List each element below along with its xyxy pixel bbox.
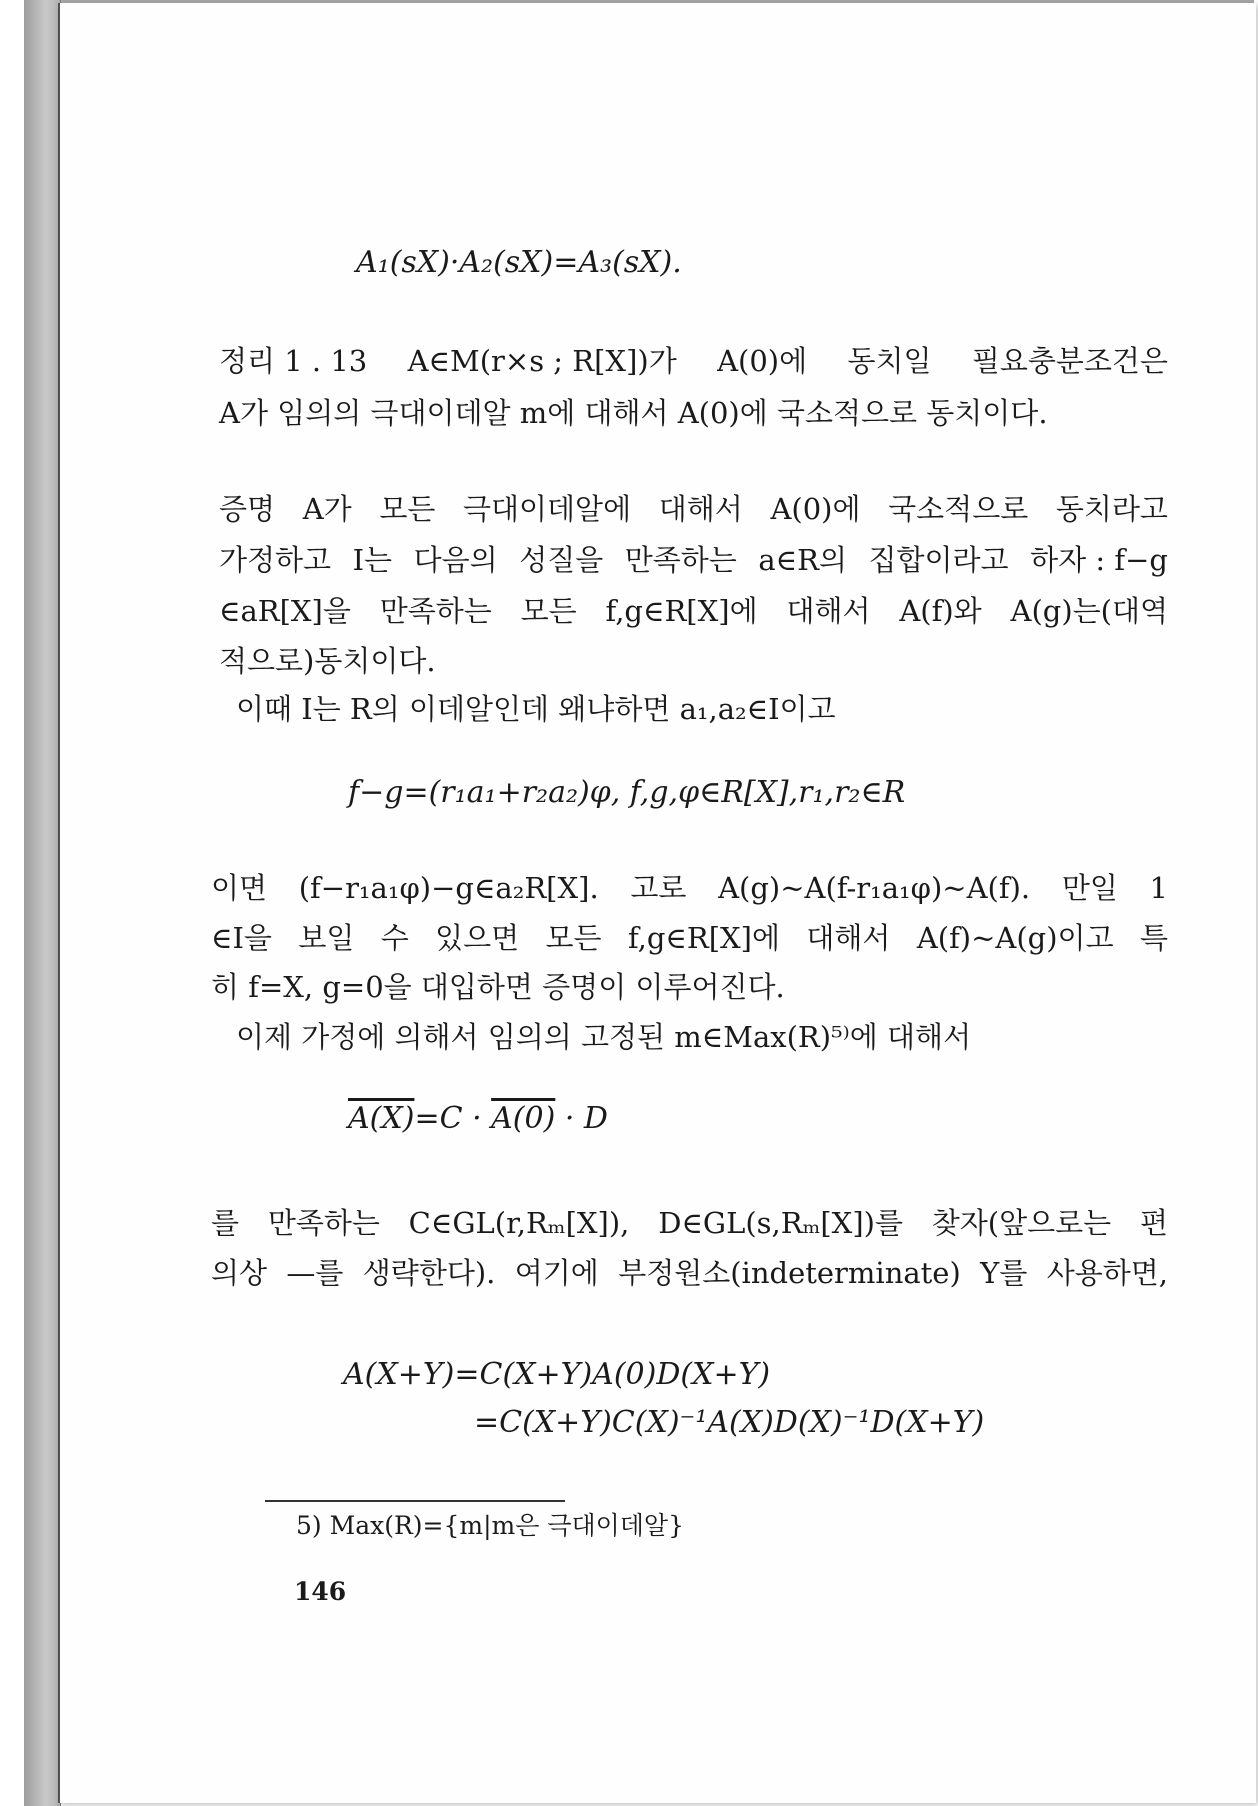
proof-word: 가정하고 bbox=[219, 543, 332, 577]
equation-3-d: · D bbox=[555, 1101, 608, 1136]
book-page bbox=[58, 3, 1256, 1803]
proof-continued-word: 1 bbox=[1149, 871, 1168, 905]
proof-word: 다음의 bbox=[413, 543, 498, 577]
equation-4-line-1: A(X+Y)=C(X+Y)A(0)D(X+Y) bbox=[343, 1357, 771, 1392]
equation-2: f−g=(r₁a₁+r₂a₂)φ, f,g,φ∈R[X],r₁,r₂∈R bbox=[348, 775, 906, 810]
proof-continued-word: A(g)~A(f-r₁a₁φ)~A(f). bbox=[718, 871, 1031, 905]
proof-line bbox=[236, 689, 1168, 729]
proof-word: 극대이데알에 bbox=[463, 492, 632, 526]
proof-word: 만족하는 bbox=[379, 594, 492, 628]
proof-continued-2-word: C∈GL(r,Rₘ[X]), bbox=[408, 1206, 630, 1240]
proof-continued-word: 만일 bbox=[1061, 871, 1118, 905]
proof-continued-2-word: 생략한다). bbox=[362, 1256, 496, 1290]
proof-continued-word: 보일 bbox=[298, 921, 355, 955]
proof-continued-line bbox=[211, 918, 1168, 958]
book-spine bbox=[24, 0, 61, 1806]
equation-1: A₁(sX)·A₂(sX)=A₃(sX). bbox=[356, 245, 682, 280]
page-number: 146 bbox=[294, 1577, 347, 1606]
proof-continued-2-word: Y를 bbox=[980, 1256, 1028, 1290]
proof-continued-2-word: 사용하면, bbox=[1046, 1256, 1168, 1290]
proof-word: 이때 I는 R의 이데알인데 왜냐하면 a₁,a₂∈I이고 bbox=[236, 692, 836, 726]
proof-line bbox=[219, 641, 1168, 681]
proof-continued-2-line bbox=[211, 1253, 1168, 1293]
equation-3 bbox=[348, 1099, 608, 1139]
theorem-word: A(0)에 bbox=[717, 344, 808, 378]
proof-word: 하자 : f−g bbox=[1030, 543, 1168, 577]
equation-3-c: =C · bbox=[414, 1101, 492, 1136]
proof-continued-word: 이제 가정에 의해서 임의의 고정된 m∈Max(R)⁵⁾에 대해서 bbox=[236, 1020, 972, 1054]
proof-continued-line bbox=[236, 1017, 1168, 1057]
proof-word: A(f)와 bbox=[899, 594, 982, 628]
theorem-word: A가 임의의 극대이데알 m에 대해서 A(0)에 국소적으로 동치이다. bbox=[219, 396, 1048, 430]
proof-continued-word: (f−r₁a₁φ)−g∈a₂R[X]. bbox=[298, 871, 599, 905]
proof-continued-word: 대해서 bbox=[806, 921, 891, 955]
proof-continued-2-word: 만족하는 bbox=[267, 1206, 380, 1240]
proof-word: 모든 bbox=[379, 492, 436, 526]
proof-continued-2-word: 부정원소(indeterminate) bbox=[618, 1256, 961, 1290]
proof-continued-word: 특 bbox=[1139, 921, 1168, 955]
proof-continued-word: 수 bbox=[380, 921, 409, 955]
theorem-word: 동치일 bbox=[847, 344, 932, 378]
proof-word: 집합이라고 bbox=[868, 543, 1009, 577]
equation-3-a0: A(0) bbox=[491, 1101, 556, 1136]
proof-word: I는 bbox=[352, 543, 393, 577]
proof-continued-word: 고로 bbox=[630, 871, 687, 905]
proof-continued-word: 있으면 bbox=[435, 921, 520, 955]
proof-continued-2-word: 의상 bbox=[211, 1256, 268, 1290]
equation-4-line-2: =C(X+Y)C(X)⁻¹A(X)D(X)⁻¹D(X+Y) bbox=[474, 1405, 985, 1440]
footnote: 5) Max(R)={m|m은 극대이데알} bbox=[296, 1511, 684, 1540]
proof-word: 모든 bbox=[520, 594, 577, 628]
theorem-line bbox=[219, 341, 1168, 381]
proof-continued-2-word: —를 bbox=[286, 1256, 344, 1290]
theorem-line bbox=[219, 393, 1168, 433]
proof-line bbox=[219, 591, 1168, 631]
proof-continued-2-word: 찾자(앞으로는 bbox=[931, 1206, 1112, 1240]
theorem-word: 정리 1 . 13 bbox=[219, 344, 368, 378]
proof-word: 동치라고 bbox=[1055, 492, 1168, 526]
proof-word: A(0)에 bbox=[770, 492, 861, 526]
proof-word: f,g∈R[X]에 bbox=[605, 594, 758, 628]
proof-line bbox=[219, 540, 1168, 580]
proof-word: 적으로)동치이다. bbox=[219, 644, 436, 678]
proof-word: 만족하는 bbox=[624, 543, 737, 577]
proof-continued-word: f,g∈R[X]에 bbox=[627, 921, 781, 955]
proof-continued-word: 이면 bbox=[211, 871, 268, 905]
proof-word: ∈aR[X]을 bbox=[219, 594, 351, 628]
proof-word: A가 bbox=[302, 492, 352, 526]
proof-continued-2-word: 를 bbox=[211, 1206, 240, 1240]
proof-continued-word: 모든 bbox=[545, 921, 602, 955]
proof-word: 대해서 bbox=[786, 594, 871, 628]
footnote-rule bbox=[265, 1500, 565, 1502]
proof-continued-line bbox=[211, 967, 1168, 1007]
proof-word: 국소적으로 bbox=[888, 492, 1029, 526]
proof-word: 대해서 bbox=[658, 492, 743, 526]
proof-word: a∈R의 bbox=[758, 543, 847, 577]
proof-line bbox=[219, 489, 1168, 529]
proof-word: 성질을 bbox=[519, 543, 604, 577]
proof-continued-2-word: 편 bbox=[1139, 1206, 1168, 1240]
proof-continued-word: 히 f=X, g=0을 대입하면 증명이 이루어진다. bbox=[211, 970, 785, 1004]
theorem-word: 필요충분조건은 bbox=[971, 344, 1168, 378]
proof-continued-2-word: D∈GL(s,Rₘ[X])를 bbox=[658, 1206, 903, 1240]
proof-continued-word: A(f)~A(g)이고 bbox=[916, 921, 1114, 955]
equation-3-ax: A(X) bbox=[348, 1101, 415, 1136]
proof-continued-line bbox=[211, 868, 1168, 908]
proof-continued-word: ∈I을 bbox=[211, 921, 272, 955]
proof-continued-2-word: 여기에 bbox=[514, 1256, 599, 1290]
proof-continued-2-line bbox=[211, 1203, 1168, 1243]
proof-word: 증명 bbox=[219, 492, 276, 526]
theorem-word: A∈M(r×s ; R[X])가 bbox=[407, 344, 677, 378]
proof-word: A(g)는(대역 bbox=[1010, 594, 1168, 628]
